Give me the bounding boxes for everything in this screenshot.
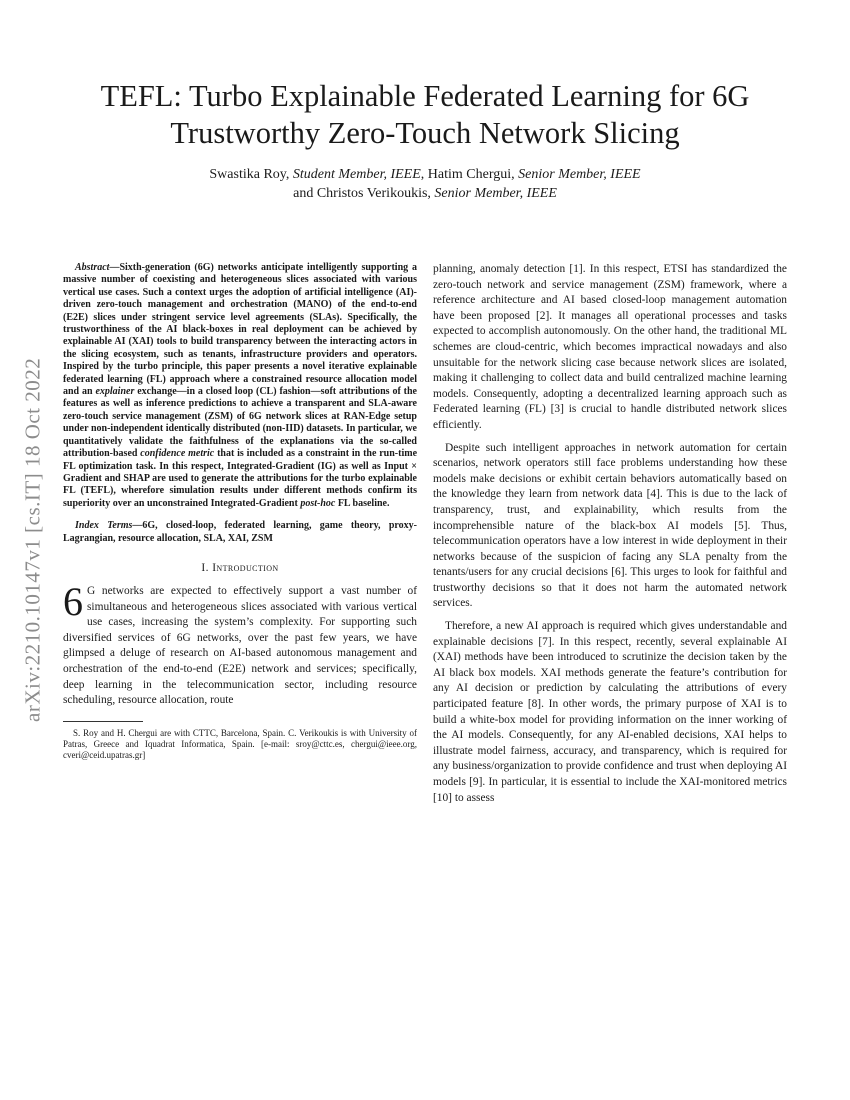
introduction-paragraph (63, 578, 417, 709)
abstract-confidence-metric: confidence metric (140, 448, 215, 460)
index-terms (63, 520, 417, 545)
abstract-label: Abstract (75, 262, 110, 273)
author-1-role: Student Member, IEEE (292, 167, 421, 182)
author-list (60, 165, 790, 203)
right-paragraph-1: planning, anomaly detection [1]. In this respect, ETSI has standardized the zero-touch network and service management (ZSM) framework, where a reference architecture and AI based closed-loop management automation have been proposed [2]. It manages all operational processes and tasks expected to accomplish autonomously. On the other hand, the traditional ML schemes are cloud-centric, which becomes impractical nowadays and also unsuitable for the network slicing case because network slices are isolated, making it challenging to collect data and build centralized machine learning models. Consequently, adopting a decentralized learning approach such as Federated learning (FL) [3] is crucial to handle distributed network slices efficiently. (433, 263, 787, 431)
right-paragraph-2: Despite such intelligent approaches in network automation for certain scenarios, network operators still face problems understanding how these models make decisions or exhibit certain behaviors automatically based on the knowledge they learn from network data [4]. This is due to the lack of transparency, trust, and explainability, which results from the incomprehensible nature of the black-box AI models [5]. Thus, telecommunication operators have a low interest in wide deployment in their networks because of the suspicion of facing any SLA penalty from the tenants/users for any crucial decisions [6]. This urges to look for faithful and trustworthy decisions so that it does not harm the automated network services. (433, 441, 787, 610)
introduction-text: G networks are expected to effectively support a vast number of simultaneous and heterogeneous slices associated with various vertical use cases, increasing the system’s complexity. For supporting such diversified services of 6G networks, over the past few years, we have glimpsed a deluge of research on AI-based autonomous management and orchestration of the end-to-end (E2E) network and services; specifically, deep learning in the telecommunication sector, including resource scheduling, resource allocation, route (63, 584, 417, 707)
author-affiliation-footnote: S. Roy and H. Chergui are with CTTC, Barcelona, Spain. C. Verikoukis is with University of Patras, Greece and Iquadrat Informatica, Spain. [e-mail: sroy@cttc.es, chergui@ieee.org, cveri@ceid.upatras.gr] (63, 727, 417, 761)
abstract-post-hoc: post-hoc (300, 497, 336, 509)
author-1-name: Swastika Roy, (209, 167, 290, 182)
abstract-text-2: exchange—in a closed loop (CL) fashion—soft attributions of the features as well as inference predictions to achieve a transparent and SLA-aware zero-touch service management (ZSM) of 6G network slices at RAN-Edge setup under non-independent identically distributed (non-IID) datasets. In particular, we quantitatively validate the faithfulness of the explanations via the so-called attribution-based (63, 386, 417, 460)
author-3-name: and Christos Verikoukis, (293, 186, 431, 201)
abstract-explainer: explainer (95, 386, 135, 398)
index-terms-label: Index Terms (75, 520, 133, 532)
abstract-text-3: that is included as a constraint in the run-time FL optimization task. In this respect, Integrated-Gradient (IG) as well as Input × Gradient and SHAP are used to generate the attributions for the turbo explainable FL (TEFL), wherefore simulation results under different methods confirm its superiority over an unconstrained Integrated-Gradient (63, 448, 418, 509)
right-column (433, 262, 787, 813)
section-heading-introduction (63, 561, 417, 576)
author-3-role: Senior Member, IEEE (434, 186, 557, 201)
abstract-text-1: —Sixth-generation (6G) networks anticipate intelligently supporting a massive number of coexisting and heterogeneous slices associated with various vertical use cases. Such a context urges the adoption of artificial intelligence (AI)-driven zero-touch management and orchestration (MANO) of the end-to-end (E2E) slices under stringent service level agreements (SLAs). Specifically, the trustworthiness of the AI black-boxes in real deployment can be achieved by explainable AI (XAI) tools to build transparency between the interacting actors in the slicing ecosystem, such as tenants, infrastructure providers and operators. Inspired by the turbo principle, this paper presents a novel iterative explainable federated learning (FL) approach where a constrained resource allocation model and an (63, 262, 417, 398)
index-terms-text: —6G, closed-loop, federated learning, game theory, proxy-Lagrangian, resource allocation, SLA, XAI, ZSM (63, 520, 417, 544)
paper-title: TEFL: Turbo Explainable Federated Learning for 6G Trustworthy Zero-Touch Network Slicing (100, 79, 750, 150)
abstract (63, 262, 417, 510)
author-2-role: Senior Member, IEEE (518, 167, 641, 182)
section-title: Introduction (212, 561, 279, 574)
author-2-name: , Hatim Chergui, (420, 167, 515, 182)
right-paragraph-3: Therefore, a new AI approach is required which gives understandable and explainable decisions [7]. In this respect, recently, several explainable AI (XAI) methods have been introduced to scrutinize the decision taken by the AI black box models. XAI methods generate the feature’s contribution for any AI decision or prediction by calculating the attributions of every participated feature [8]. In other words, the primary purpose of XAI is to build a white-box model for providing information on the inner working of the AI models. Consequently, for any AI-enabled decisions, XAI helps to illustrate model fairness, accuracy, and transparency, which is required for any business/organization to provide confidence and trust when deploying AI models [9]. In particular, it is essential to include the XAI-monitored metrics [10] to assess (433, 620, 787, 804)
footnote-divider (63, 721, 143, 722)
left-column (63, 262, 417, 761)
drop-cap: 6 (63, 578, 83, 624)
arxiv-identifier: arXiv:2210.10147v1 [cs.IT] 18 Oct 2022 (20, 357, 45, 723)
abstract-text-4: FL baseline. (335, 497, 390, 509)
section-number: I. (201, 561, 209, 574)
